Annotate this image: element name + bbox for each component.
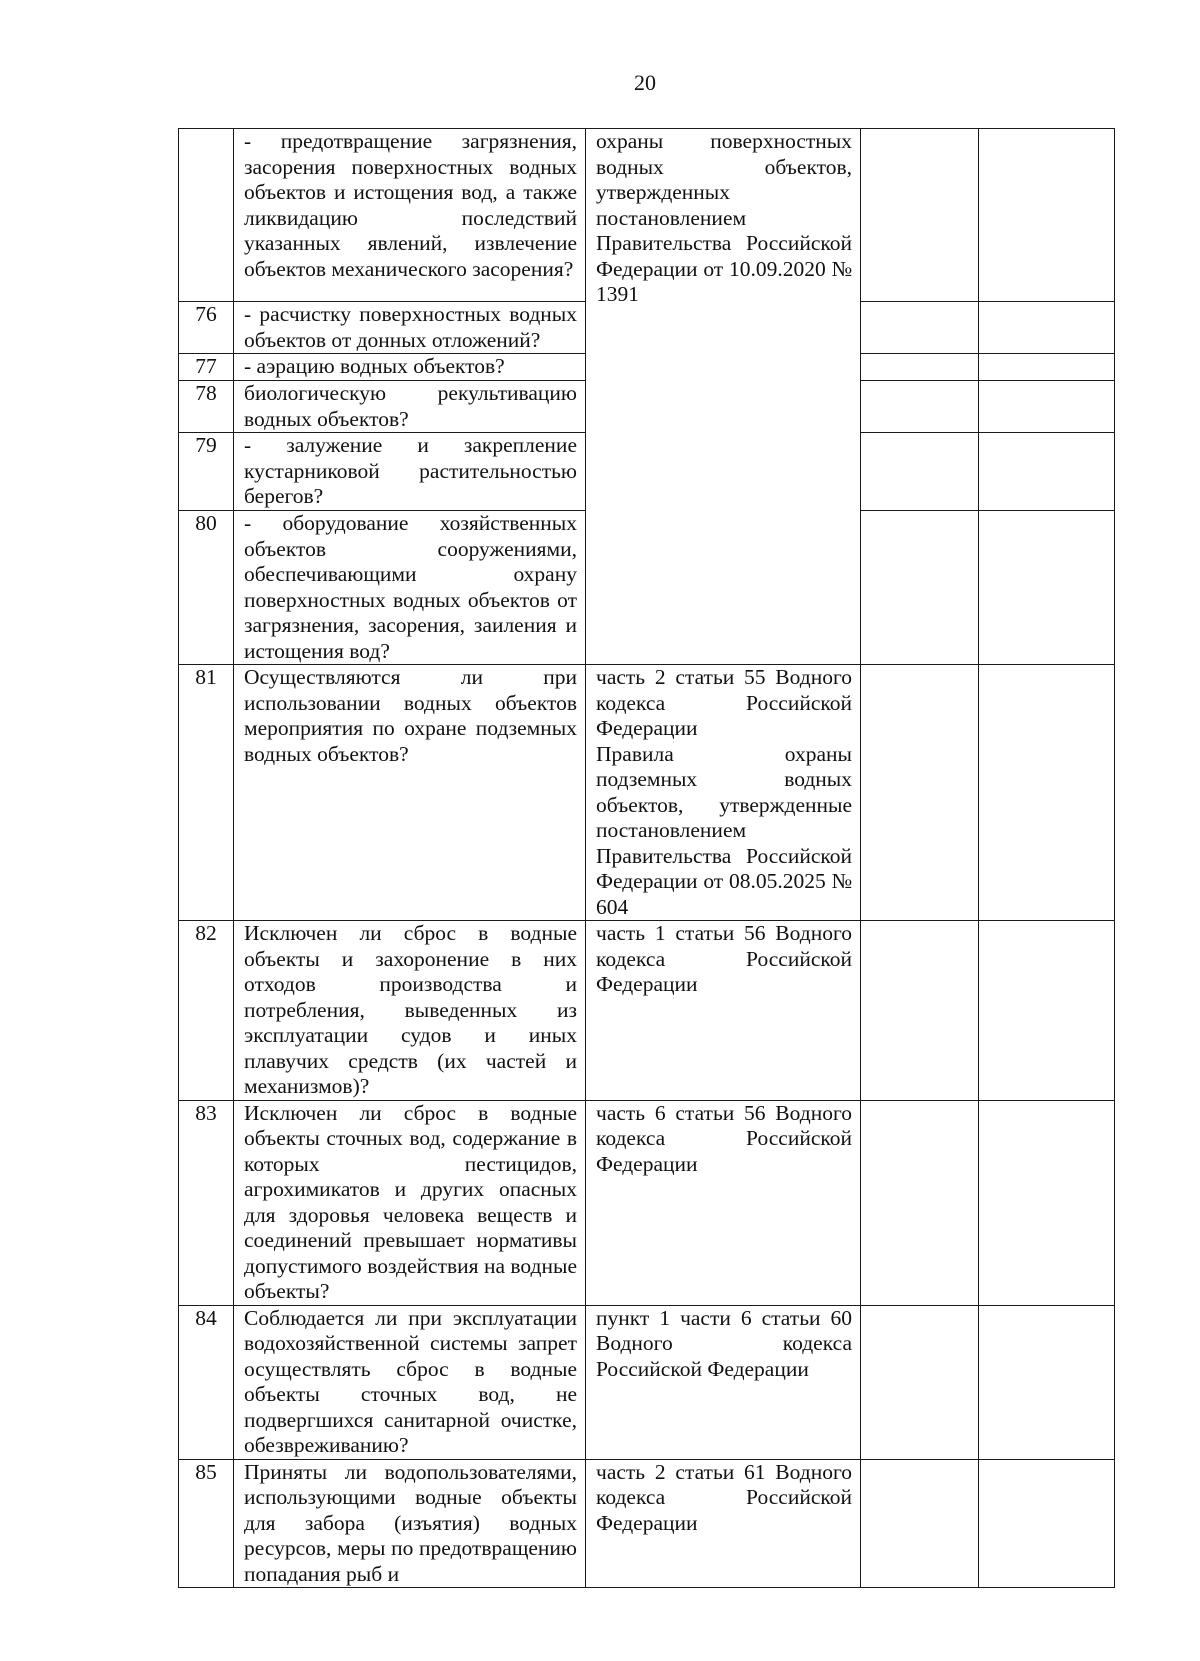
answer-cell <box>861 511 979 665</box>
question-cell: - аэрацию водных объектов? <box>234 354 586 381</box>
legal-reference-cell: охраны поверхностных водных объектов, утвержденных постановлением Правительства Российской Федерации от 10.09.2020 № 1391 <box>586 129 861 665</box>
legal-reference-cell: пункт 1 части 6 статьи 60 Водного кодекса Российской Федерации <box>586 1305 861 1459</box>
answer-cell <box>861 1459 979 1588</box>
table-row <box>179 1305 1115 1459</box>
legal-reference-cell: часть 1 статьи 56 Водного кодекса Российской Федерации <box>586 921 861 1101</box>
note-cell <box>979 921 1115 1101</box>
answer-cell <box>861 1100 979 1305</box>
row-number-cell <box>179 129 234 302</box>
row-number-cell: 77 <box>179 354 234 381</box>
question-cell: Исключен ли сброс в водные объекты и захоронение в них отходов производства и потребления, выведенных из эксплуатации судов и иных плавучих средств (их частей и механизмов)? <box>234 921 586 1101</box>
answer-cell <box>861 665 979 921</box>
table-row <box>179 129 1115 302</box>
row-number-cell: 80 <box>179 511 234 665</box>
question-cell: Приняты ли водопользователями, использующими водные объекты для забора (изъятия) водных ресурсов, меры по предотвращению попадания рыб и <box>234 1459 586 1588</box>
answer-cell <box>861 433 979 511</box>
checklist-table <box>178 128 1115 1588</box>
legal-reference-line: часть 2 статьи 55 Водного кодекса Российской Федерации <box>596 665 852 740</box>
note-cell <box>979 302 1115 354</box>
row-number-cell: 82 <box>179 921 234 1101</box>
question-cell: - предотвращение загрязнения, засорения поверхностных водных объектов и истощения вод, а также ликвидацию последствий указанных явлений, извлечение объектов механического засорения? <box>234 129 586 302</box>
table-row <box>179 1100 1115 1305</box>
question-cell: Соблюдается ли при эксплуатации водохозяйственной системы запрет осуществлять сброс в водные объекты сточных вод, не подвергшихся санитарной очистке, обезвреживанию? <box>234 1305 586 1459</box>
row-number-cell: 81 <box>179 665 234 921</box>
answer-cell <box>861 921 979 1101</box>
row-number-cell: 84 <box>179 1305 234 1459</box>
answer-cell <box>861 381 979 433</box>
note-cell <box>979 129 1115 302</box>
legal-reference-cell: часть 2 статьи 61 Водного кодекса Российской Федерации <box>586 1459 861 1588</box>
note-cell <box>979 433 1115 511</box>
table-row <box>179 921 1115 1101</box>
answer-cell <box>861 302 979 354</box>
note-cell <box>979 1100 1115 1305</box>
table-row <box>179 1459 1115 1588</box>
note-cell <box>979 381 1115 433</box>
question-cell: биологическую рекультивацию водных объектов? <box>234 381 586 433</box>
row-number-cell: 83 <box>179 1100 234 1305</box>
legal-reference-cell: часть 6 статьи 56 Водного кодекса Российской Федерации <box>586 1100 861 1305</box>
table-row <box>179 665 1115 921</box>
legal-reference-line: Правила охраны подземных водных объектов, утвержденные постановлением Правительства Российской Федерации от 08.05.2025 № 604 <box>596 741 852 919</box>
legal-reference-cell <box>586 665 861 921</box>
question-cell: - залужение и закрепление кустарниковой растительностью берегов? <box>234 433 586 511</box>
answer-cell <box>861 1305 979 1459</box>
row-number-cell: 78 <box>179 381 234 433</box>
note-cell <box>979 1305 1115 1459</box>
question-cell: - оборудование хозяйственных объектов сооружениями, обеспечивающими охрану поверхностных водных объектов от загрязнения, засорения, заиления и истощения вод? <box>234 511 586 665</box>
row-number-cell: 76 <box>179 302 234 354</box>
page-number: 20 <box>634 70 656 95</box>
note-cell <box>979 665 1115 921</box>
question-cell: Исключен ли сброс в водные объекты сточных вод, содержание в которых пестицидов, агрохимикатов и других опасных для здоровья человека веществ и соединений превышает нормативы допустимого воздействия на водные объекты? <box>234 1100 586 1305</box>
row-number-cell: 85 <box>179 1459 234 1588</box>
answer-cell <box>861 354 979 381</box>
question-cell: Осуществляются ли при использовании водных объектов мероприятия по охране подземных водных объектов? <box>234 665 586 921</box>
note-cell <box>979 1459 1115 1588</box>
question-cell: - расчистку поверхностных водных объектов от донных отложений? <box>234 302 586 354</box>
row-number-cell: 79 <box>179 433 234 511</box>
note-cell <box>979 511 1115 665</box>
answer-cell <box>861 129 979 302</box>
note-cell <box>979 354 1115 381</box>
